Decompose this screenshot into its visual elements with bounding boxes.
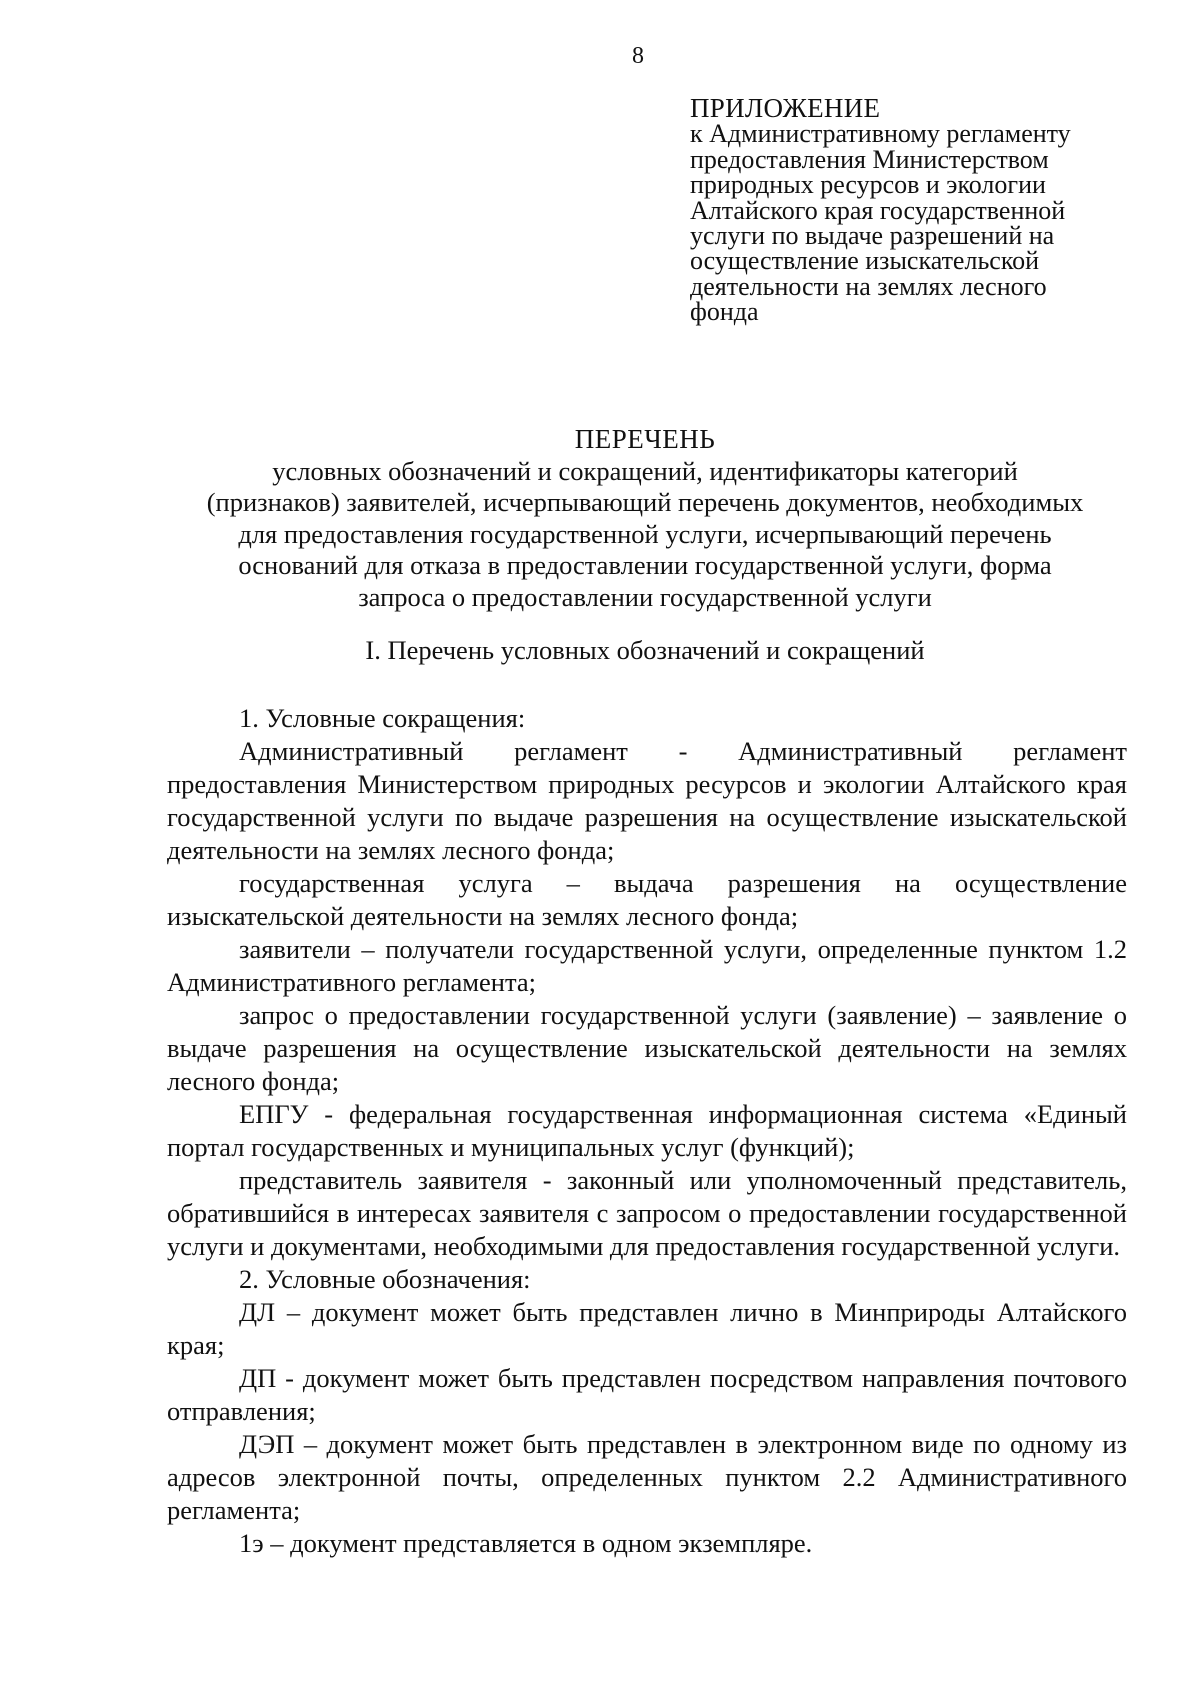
paragraph-state-service: государственная услуга – выдача разрешения на осуществление изыскательской деятельности на землях лесного фонда; [167, 868, 1127, 931]
title-main: ПЕРЕЧЕНЬ [574, 424, 716, 454]
document-title [140, 424, 1150, 613]
annex-line: деятельности на землях лесного [690, 271, 1047, 301]
paragraph-dl: ДЛ – документ может быть представлен лично в Минприроды Алтайского края; [167, 1297, 1127, 1360]
annex-line: к Административному регламенту [690, 119, 1071, 149]
paragraph-admin-regulation: Административный регламент - Административный регламент предоставления Министерством природных ресурсов и экологии Алтайского края государственной услуги по выдаче разрешения на осуществление изыскательской деятельности на землях лесного фонда; [167, 736, 1127, 865]
title-line: (признаков) заявителей, исчерпывающий перечень документов, необходимых [206, 487, 1084, 517]
page-number: 8 [632, 43, 644, 69]
paragraph-request: запрос о предоставлении государственной услуги (заявление) – заявление о выдаче разрешения на осуществление изыскательской деятельности на землях лесного фонда; [167, 1000, 1127, 1096]
title-line: запроса о предоставлении государственной услуги [358, 581, 932, 612]
annex-block [690, 93, 1130, 327]
title-line: оснований для отказа в предоставлении государственной услуги, форма [238, 550, 1052, 580]
annex-line: осуществление изыскательской [690, 246, 1040, 276]
paragraph-representative: представитель заявителя - законный или уполномоченный представитель, обратившийся в интересах заявителя с запросом о предоставлении государственной услуги и документами, необходимыми для предоставления государственной услуги. [167, 1165, 1127, 1261]
annex-line: услуги по выдаче разрешений на [690, 221, 1055, 251]
paragraph-dep: ДЭП – документ может быть представлен в электронном виде по одному из адресов электронной почты, определенных пунктом 2.2 Административного регламента; [167, 1429, 1127, 1525]
paragraph-abbreviations-heading: 1. Условные сокращения: [239, 703, 526, 733]
title-line: для предоставления государственной услуги, исчерпывающий перечень [238, 518, 1052, 549]
paragraph-dp: ДП - документ может быть представлен посредством направления почтового отправления; [167, 1363, 1127, 1426]
annex-line: природных ресурсов и экологии [690, 170, 1046, 200]
paragraph-epgu: ЕПГУ - федеральная государственная информационная система «Единый портал государственных и муниципальных услуг (функций); [167, 1099, 1127, 1162]
paragraph-applicants: заявители – получатели государственной услуги, определенные пунктом 1.2 Административного регламента; [167, 934, 1127, 997]
paragraph-1e: 1э – документ представляется в одном экземпляре. [239, 1528, 813, 1558]
paragraph-symbols-heading: 2. Условные обозначения: [239, 1264, 531, 1294]
annex-line: Алтайского края государственной [690, 195, 1066, 225]
annex-line: фонда [690, 297, 759, 327]
body-text [167, 702, 1127, 1560]
annex-line: предоставления Министерством [690, 144, 1049, 174]
annex-title: ПРИЛОЖЕНИЕ [690, 93, 881, 123]
title-line: условных обозначений и сокращений, идентификаторы категорий [272, 455, 1018, 486]
section-heading: I. Перечень условных обозначений и сокращений [365, 635, 925, 665]
